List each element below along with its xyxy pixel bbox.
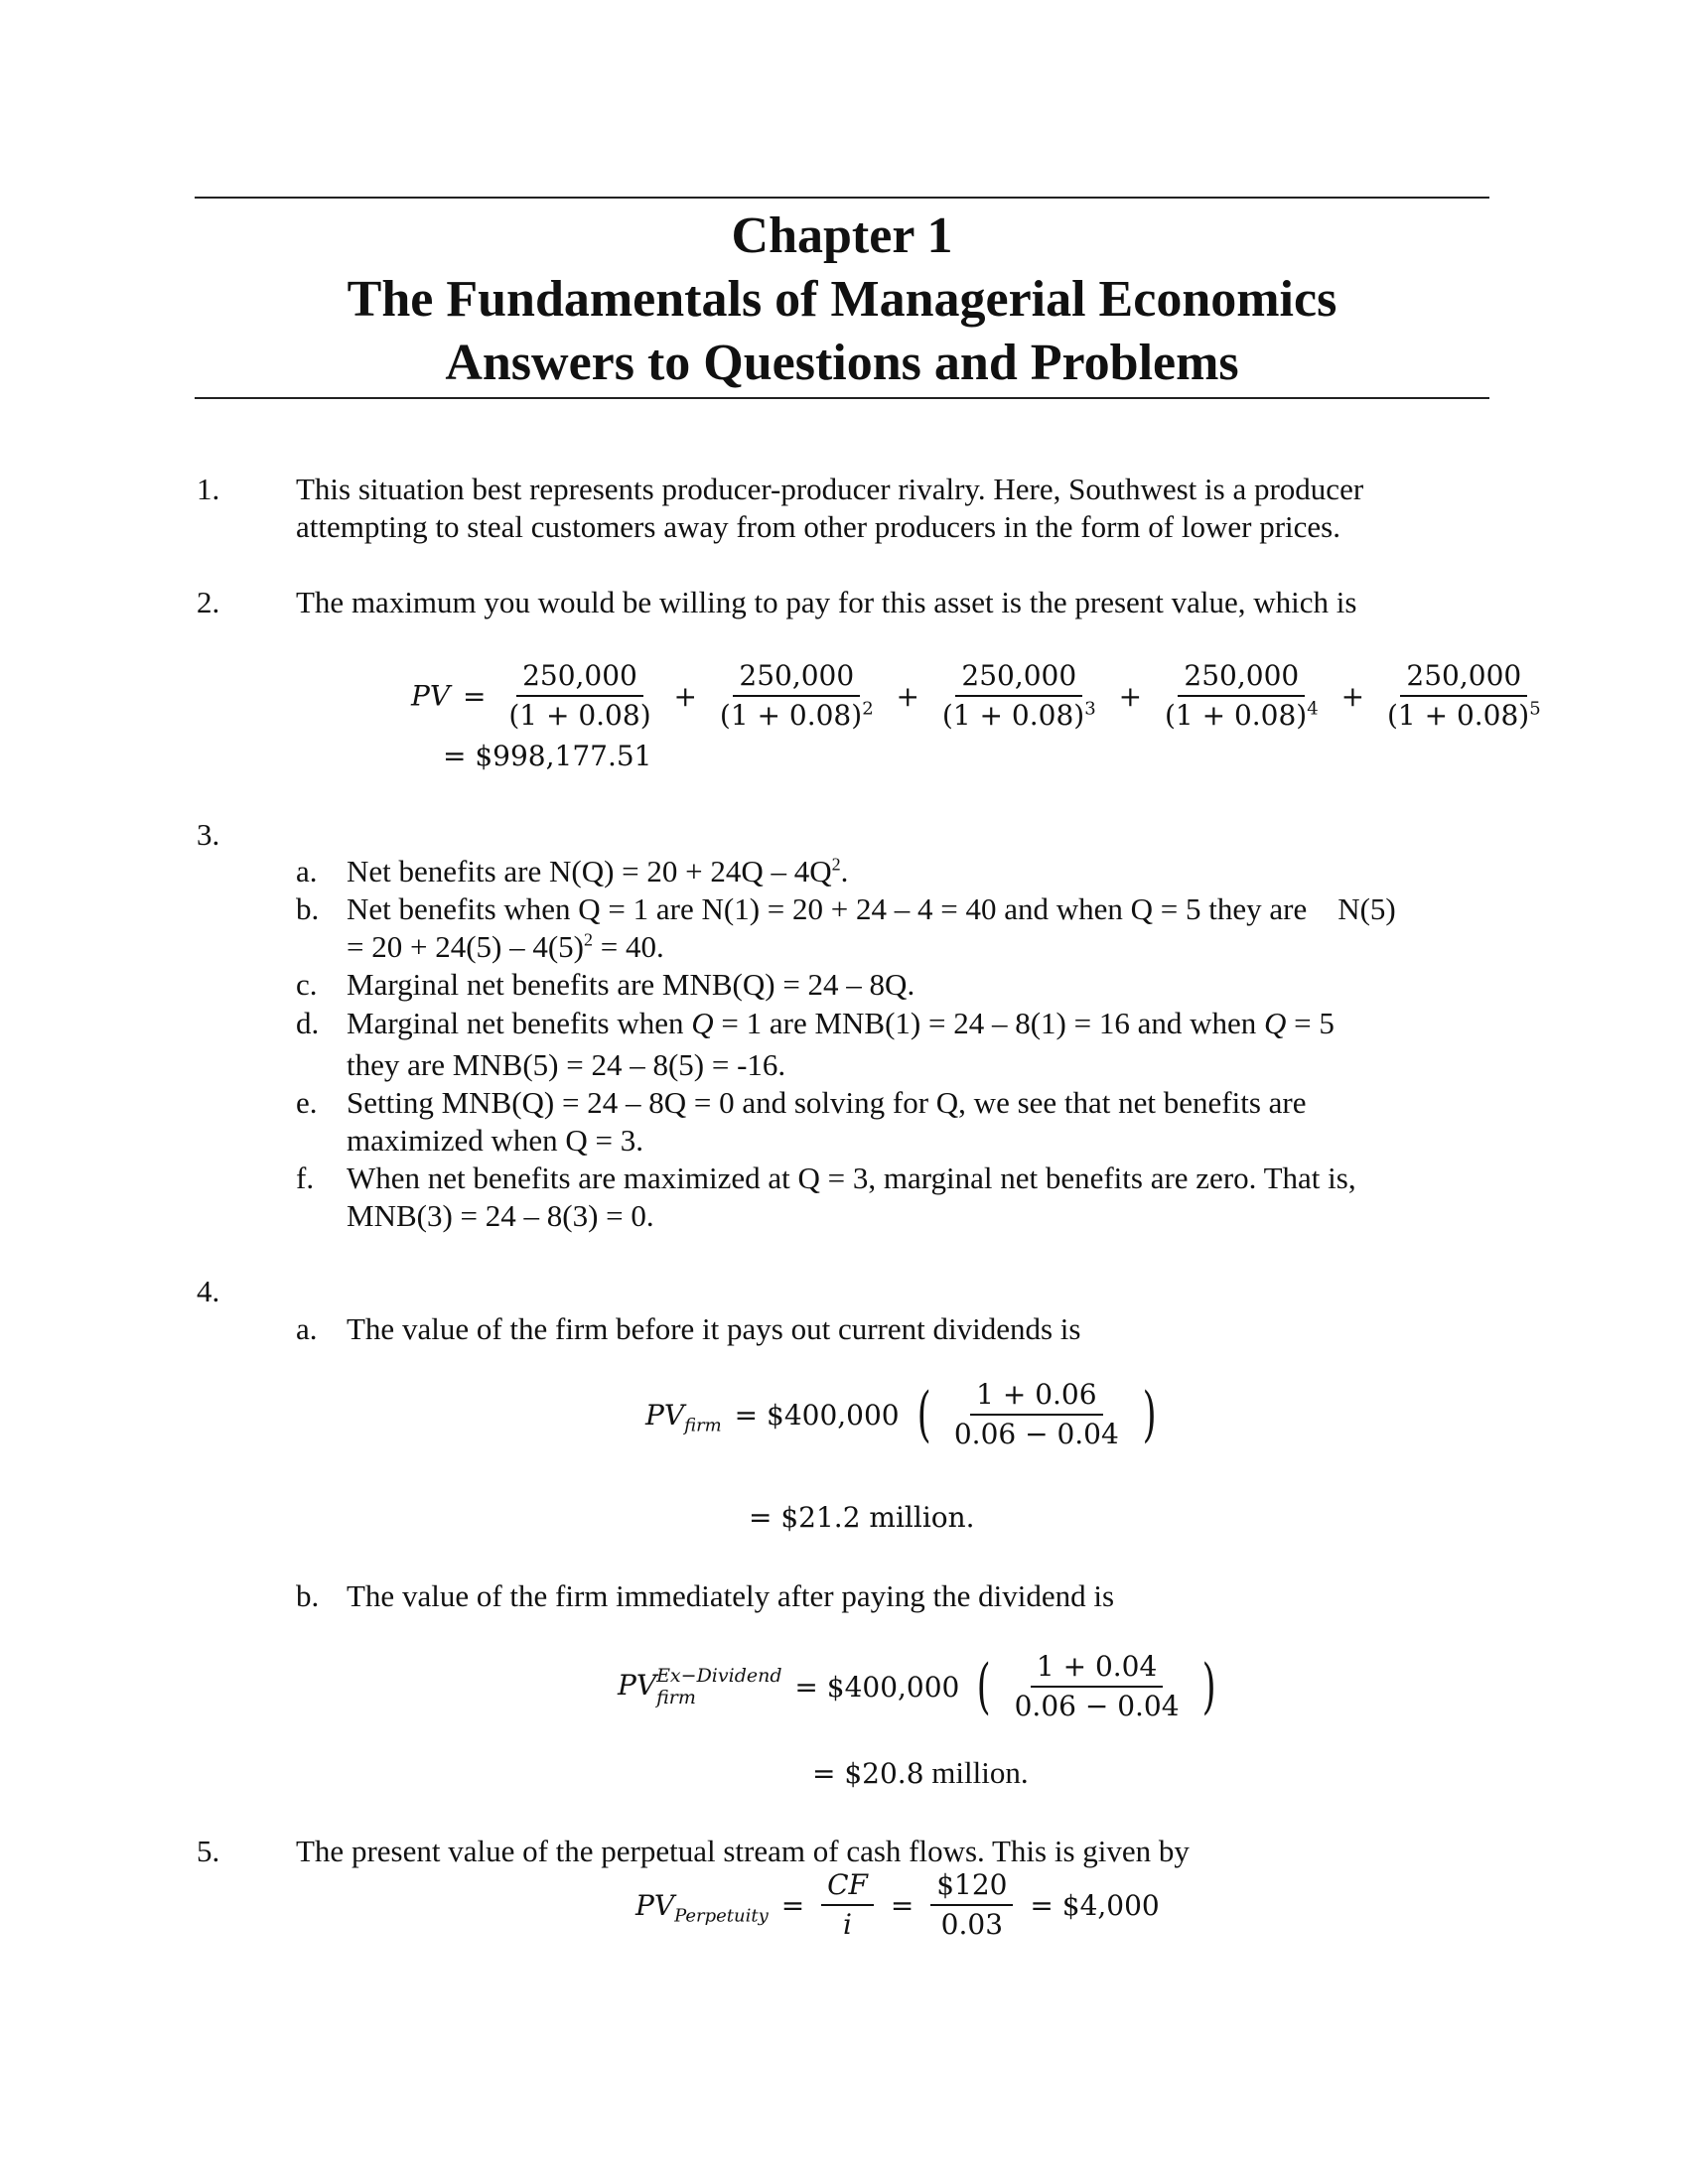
question-3-number: 3. [197,817,220,852]
q3-f-letter: f. [296,1160,315,1195]
perpetuity-equation: $PV_{Perpetuity}$ = $\frac{CF}{i}$ = $\frac{\$120}{0.03}$ = $4,000 [635,1868,1160,1941]
bottom-rule [195,397,1489,399]
q4-b-letter: b. [296,1578,320,1613]
question-5-text: The present value of the perpetual stream of cash flows. This is given by [296,1834,1190,1868]
chapter-heading: Answers to Questions and Problems [445,335,1239,391]
firm-value-result: = $21.2 million. [749,1501,975,1534]
q4-a-text: The value of the firm before it pays out current dividends is [347,1311,1081,1346]
pv-label: PV [411,679,451,713]
q3-d-line-2: they are MNB(5) = 24 – 8(5) = -16. [347,1047,786,1082]
question-1-number: 1. [197,472,220,506]
question-1-line-2: attempting to steal customers away from other producers in the form of lower prices. [296,509,1340,544]
question-5-number: 5. [197,1834,220,1868]
pv-term-4: $\frac{250,000}{(1 + 0.08)^4}$ [1164,659,1319,732]
q4-b-text: The value of the firm immediately after paying the dividend is [347,1578,1115,1613]
question-2-number: 2. [197,585,220,619]
pv-term-1: $\frac{250,000}{(1 + 0.08)}$ [508,659,651,732]
q4-a-letter: a. [296,1311,318,1346]
present-value-result: = $998,177.51 [443,740,652,772]
q3-c-text: Marginal net benefits are MNB(Q) = 24 – 8Q. [347,967,915,1002]
q3-f-line-2: MNB(3) = 24 – 8(3) = 0. [347,1198,654,1233]
ex-dividend-result: = $20.8 million. [812,1755,1029,1790]
q3-d-letter: d. [296,1006,320,1040]
present-value-equation: PV = $\frac{250,000}{(1 + 0.08)}$ + $\frac{250,000}{(1 + 0.08)^2}$ + $\frac{250,000}{(1 + 0.08)^3}$ + $\frac{250,000}{(1 + 0.08)^4}$ + $\frac{250,000}{(1 + 0.08)^5}$ [411,659,1551,733]
top-rule [195,197,1489,199]
q3-e-line-2: maximized when Q = 3. [347,1123,643,1158]
question-1-line-1: This situation best represents producer-producer rivalry. Here, Southwest is a producer [296,472,1364,506]
chapter-title: Chapter 1 [731,207,953,264]
firm-value-equation: $PV_{firm}$ = $400,000 ( $\frac{1 + 0.06}{0.06 - 0.04}$ ) [645,1378,1157,1450]
pv-term-2: $\frac{250,000}{(1 + 0.08)^2}$ [719,659,874,732]
firm-value-fraction: $\frac{1 + 0.06}{0.06 - 0.04}$ [953,1378,1119,1450]
chapter-subtitle: The Fundamentals of Managerial Economics [347,271,1337,328]
perpetuity-fraction-symbolic: $\frac{CF}{i}$ [821,1868,874,1942]
q3-b-letter: b. [296,891,320,926]
question-4-number: 4. [197,1274,220,1308]
ex-dividend-fraction: $\frac{1 + 0.04}{0.06 - 0.04}$ [1014,1650,1180,1722]
q3-d-line-1: Marginal net benefits when Q = 1 are MNB(1) = 24 – 8(1) = 16 and when Q = 5 [347,1006,1335,1040]
q3-f-line-1: When net benefits are maximized at Q = 3, marginal net benefits are zero. That is, [347,1160,1356,1195]
q3-e-letter: e. [296,1085,318,1120]
q3-b-line-2: = $20 + 24(5) - 4(5)^2 = 40$. [347,929,664,964]
question-2-text: The maximum you would be willing to pay for this asset is the present value, which is [296,585,1357,619]
q3-a-text: Net benefits are $N(Q) = 20 + 24Q - 4Q^2$. [347,854,849,888]
q3-b-line-1: Net benefits when Q = 1 are N(1) = 20 + 24 – 4 = 40 and when Q = 5 they are N(5) [347,891,1396,926]
q3-c-letter: c. [296,967,318,1002]
pv-term-3: $\frac{250,000}{(1 + 0.08)^3}$ [941,659,1096,732]
q3-a-letter: a. [296,854,318,888]
perpetuity-fraction-numeric: $\frac{\$120}{0.03}$ [930,1868,1013,1942]
ex-dividend-equation: PV Ex−Dividend firm = $400,000 ( $\frac{1 + 0.04}{0.06 - 0.04}$ ) [618,1650,1217,1722]
q3-e-line-1: Setting MNB(Q) = 24 – 8Q = 0 and solving for Q, we see that net benefits are [347,1085,1307,1120]
pv-term-5: $\frac{250,000}{(1 + 0.08)^5}$ [1386,659,1541,732]
